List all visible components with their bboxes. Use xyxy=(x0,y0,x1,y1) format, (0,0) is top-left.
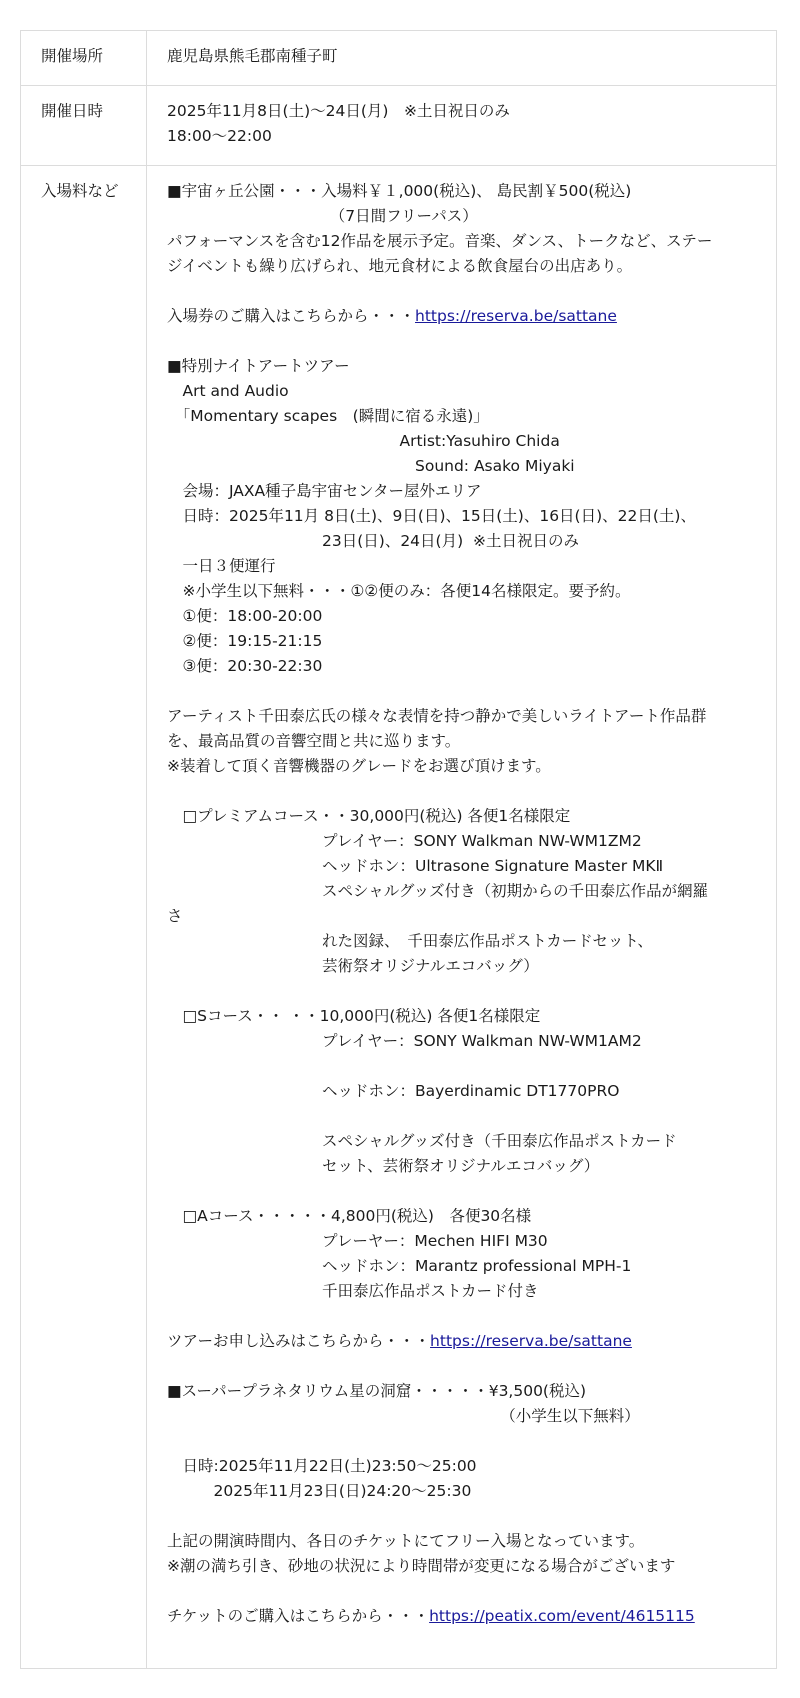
fee-text-line: 一日３便運行 xyxy=(167,557,276,575)
fee-text-line: を、最高品質の音響空間と共に巡ります。 xyxy=(167,732,461,750)
fee-text-line: ③便：20:30-22:30 xyxy=(167,657,323,675)
fee-text-line: 「Momentary scapes (瞬間に宿る永遠)」 xyxy=(167,407,489,425)
ticket-link-prefix: チケットのご購入はこちらから・・・ xyxy=(167,1607,430,1625)
fee-text-line: ■宇宙ヶ丘公園・・・入場料￥１,000(税込)、 島民割￥500(税込) xyxy=(167,182,632,200)
fee-text-line: れた図録、 千田泰広作品ポストカードセット、 xyxy=(167,932,653,950)
fee-text-line: 千田泰広作品ポストカード付き xyxy=(167,1282,539,1300)
datetime-label: 開催日時 xyxy=(21,86,147,166)
fee-text-line: ■特別ナイトアートツアー xyxy=(167,357,350,375)
fees-label: 入場料など xyxy=(21,166,147,1669)
fee-text-line xyxy=(167,1179,756,1204)
fee-text-line: ②便：19:15-21:15 xyxy=(167,632,323,650)
row-venue xyxy=(21,31,777,86)
fees-value xyxy=(147,166,777,1669)
fee-text-line: ジイベントも繰り広げられ、地元食材による飲食屋台の出店あり。 xyxy=(167,257,633,275)
fee-text-line xyxy=(167,1054,756,1079)
fee-text-line xyxy=(167,1579,756,1604)
fee-text-line: □プレミアムコース・・30,000円(税込) 各便1名様限定 xyxy=(167,807,571,825)
fee-text-line: スペシャルグッズ付き（初期からの千田泰広作品が網羅 xyxy=(167,882,709,900)
fee-text-line: 芸術祭オリジナルエコバッグ） xyxy=(167,957,539,975)
fee-text-line: ヘッドホン：Marantz professional MPH-1 xyxy=(167,1257,632,1275)
fee-text-line xyxy=(167,779,756,804)
fee-text-line: （7日間フリーパス） xyxy=(167,207,478,225)
fee-text-line: プレーヤー：Mechen HIFI M30 xyxy=(167,1232,548,1250)
fee-text-line: Sound: Asako Miyaki xyxy=(167,457,575,475)
fee-text-line xyxy=(167,679,756,704)
tour-link[interactable]: https://reserva.be/sattane xyxy=(430,1332,632,1350)
fee-text-line: プレイヤー：SONY Walkman NW-WM1ZM2 xyxy=(167,832,642,850)
fee-text-line: さ xyxy=(167,907,183,925)
fee-text-line: アーティスト千田泰広氏の様々な表情を持つ静かで美しいライトアート作品群 xyxy=(167,707,707,725)
fee-text-line: Art and Audio xyxy=(167,382,289,400)
fee-text-line: ヘッドホン：Ultrasone Signature Master MKⅡ xyxy=(167,857,664,875)
fee-text-line: Artist:Yasuhiro Chida xyxy=(167,432,560,450)
fee-text-line xyxy=(167,979,756,1004)
ticket-link-line xyxy=(167,1604,756,1629)
venue-value xyxy=(147,31,777,86)
fee-text-line: プレイヤー：SONY Walkman NW-WM1AM2 xyxy=(167,1032,642,1050)
fee-text-line: スペシャルグッズ付き（千田泰広作品ポストカード xyxy=(167,1132,677,1150)
fee-text-line: ■スーパープラネタリウム星の洞窟・・・・・¥3,500(税込) xyxy=(167,1382,587,1400)
fee-text-line: 23日(日)、24日(月) ※土日祝日のみ xyxy=(167,532,579,550)
fee-text-line: □Sコース・・ ・・10,000円(税込) 各便1名様限定 xyxy=(167,1007,541,1025)
fee-text-line: ※装着して頂く音響機器のグレードをお選び頂けます。 xyxy=(167,757,551,775)
fee-text-line: 上記の開演時間内、各日のチケットにてフリー入場となっています。 xyxy=(167,1532,645,1550)
fee-text-line xyxy=(167,1429,756,1454)
ticket-link[interactable]: https://peatix.com/event/4615115 xyxy=(429,1607,695,1625)
fee-text-line xyxy=(167,1304,756,1329)
entry-link[interactable]: https://reserva.be/sattane xyxy=(415,307,617,325)
venue-text: 鹿児島県熊毛郡南種子町 xyxy=(167,47,338,65)
fee-text-line: 日時:2025年11月22日(土)23:50〜25:00 xyxy=(167,1457,477,1475)
fee-text-line: セット、芸術祭オリジナルエコバッグ） xyxy=(167,1157,600,1175)
event-info-table xyxy=(20,30,777,1669)
row-datetime xyxy=(21,86,777,166)
datetime-value xyxy=(147,86,777,166)
fee-text-line: 会場：JAXA種子島宇宙センター屋外エリア xyxy=(167,482,482,500)
fee-text-line xyxy=(167,329,756,354)
tour-link-prefix: ツアーお申し込みはこちらから・・・ xyxy=(167,1332,431,1350)
fee-text-line: ヘッドホン：Bayerdinamic DT1770PRO xyxy=(167,1082,620,1100)
datetime-line-2: 18:00〜22:00 xyxy=(167,127,272,145)
fee-text-line xyxy=(167,1354,756,1379)
fee-text-line xyxy=(167,279,756,304)
entry-link-prefix: 入場券のご購入はこちらから・・・ xyxy=(167,307,416,325)
row-fees xyxy=(21,166,777,1669)
fee-text-line: パフォーマンスを含む12作品を展示予定。音楽、ダンス、トークなど、ステー xyxy=(167,232,713,250)
fee-text-line: ①便：18:00-20:00 xyxy=(167,607,323,625)
fee-text-line xyxy=(167,1104,756,1129)
venue-label: 開催場所 xyxy=(21,31,147,86)
fee-text-line xyxy=(167,1504,756,1529)
entry-link-line xyxy=(167,304,756,329)
fee-text-line: 2025年11月23日(日)24:20〜25:30 xyxy=(167,1482,472,1500)
fee-text-line: （小学生以下無料） xyxy=(167,1407,640,1425)
fee-text-line: 日時：2025年11月 8日(土)、9日(日)、15日(土)、16日(日)、22日(土)、 xyxy=(167,507,696,525)
fee-text-line: □Aコース・・・・・4,800円(税込) 各便30名様 xyxy=(167,1207,532,1225)
datetime-line-1: 2025年11月8日(土)〜24日(月) ※土日祝日のみ xyxy=(167,102,510,120)
tour-link-line xyxy=(167,1329,756,1354)
fee-text-line: ※小学生以下無料・・・①②便のみ：各便14名様限定。要予約。 xyxy=(167,582,631,600)
fee-text-line: ※潮の満ち引き、砂地の状況により時間帯が変更になる場合がございます xyxy=(167,1557,676,1575)
